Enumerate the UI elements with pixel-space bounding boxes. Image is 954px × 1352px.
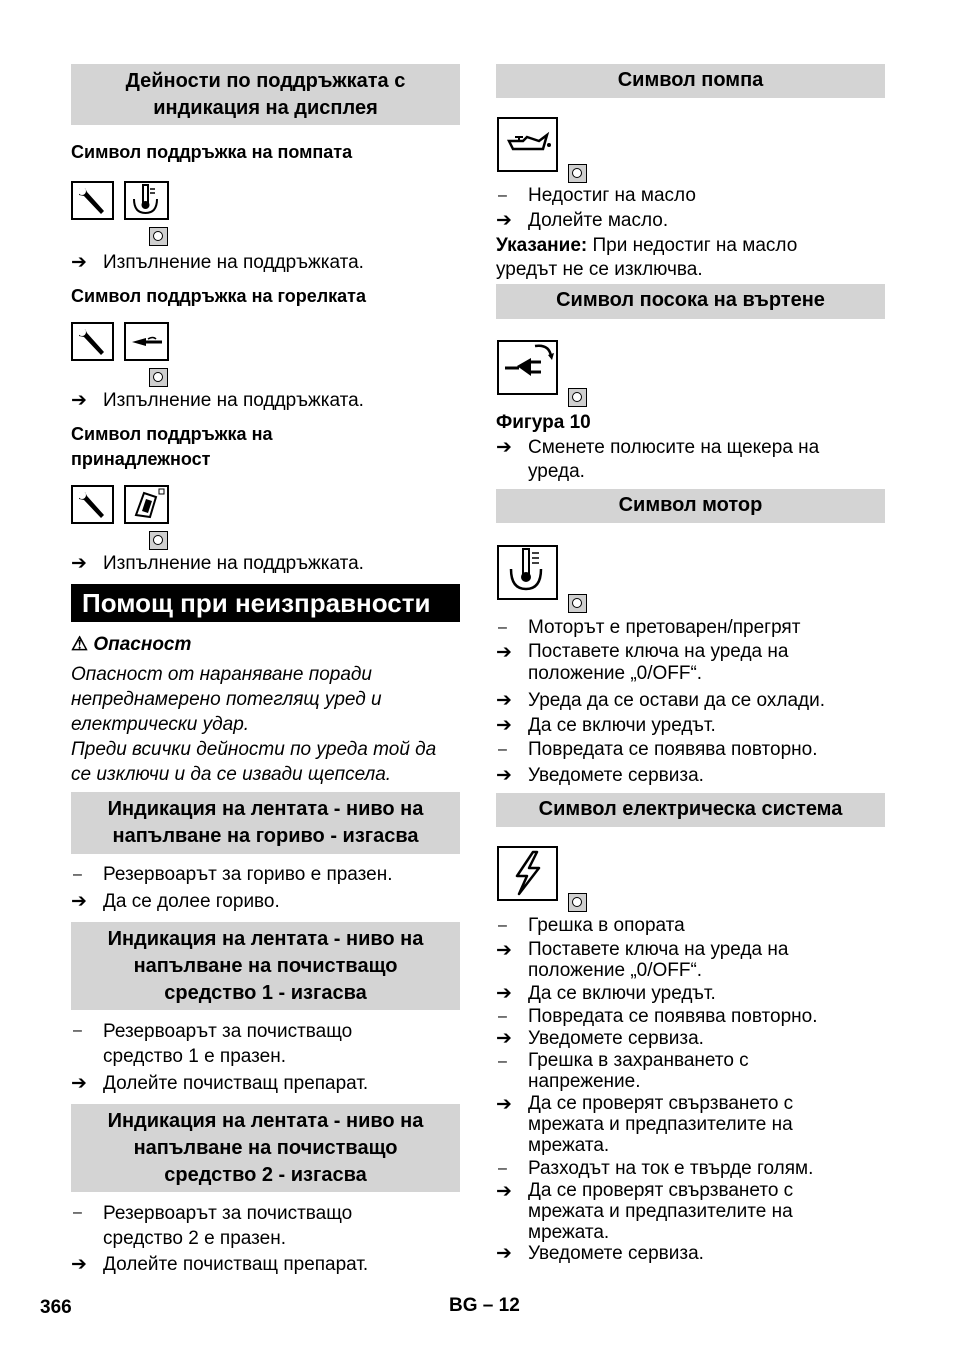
motor-temperature-icon xyxy=(497,545,558,600)
burner-maint-title: Символ поддръжка на горелката xyxy=(71,286,366,306)
dash-icon: – xyxy=(73,1204,82,1221)
accessory-icon xyxy=(124,485,169,524)
dash-icon: – xyxy=(498,917,507,934)
arrow-icon: ➔ xyxy=(71,252,87,273)
pump-temperature-icon xyxy=(124,181,169,220)
warning-icon: ⚠ xyxy=(71,634,89,655)
oil-can-icon xyxy=(497,117,558,172)
display-indicator-icon xyxy=(568,164,587,183)
dash-icon: – xyxy=(73,866,82,883)
dash-icon: – xyxy=(73,1022,82,1039)
dash-icon: – xyxy=(498,619,507,636)
arrow-icon: ➔ xyxy=(496,1028,512,1049)
note-text: Указание: При недостиг на масло уредът не се изключва. xyxy=(496,235,798,280)
wrench-icon xyxy=(71,322,114,361)
arrow-icon: ➔ xyxy=(71,891,87,912)
dash-icon: – xyxy=(498,1008,507,1025)
section-header-rotation: Символ посока на въртене xyxy=(496,284,885,319)
arrow-icon: ➔ xyxy=(496,690,512,711)
arrow-icon: ➔ xyxy=(496,1243,512,1264)
display-indicator-icon xyxy=(149,227,168,246)
section-header-electrical: Символ електрическа система xyxy=(496,793,885,827)
section-header-cleaner-2: Индикация на лентата - ниво на напълване на почистващо средство 2 - изгасва xyxy=(71,1104,460,1192)
wrench-icon xyxy=(71,485,114,524)
display-indicator-icon xyxy=(568,594,587,613)
section-header-motor: Символ мотор xyxy=(496,489,885,523)
arrow-icon: ➔ xyxy=(496,983,512,1004)
language-page-label: BG – 12 xyxy=(449,1295,520,1316)
dash-icon: – xyxy=(498,1160,507,1177)
arrow-icon: ➔ xyxy=(496,1094,512,1115)
arrow-icon: ➔ xyxy=(496,437,512,458)
display-indicator-icon xyxy=(568,388,587,407)
arrow-icon: ➔ xyxy=(496,1181,512,1202)
section-header-maintenance-display: Дейности по поддръжката с индикация на дисплея xyxy=(71,64,460,125)
wrench-icon xyxy=(71,181,114,220)
troubleshooting-title: Помощ при неизправности xyxy=(71,584,460,622)
page-number: 366 xyxy=(40,1297,72,1318)
section-header-cleaner-1: Индикация на лентата - ниво на напълване на почистващо средство 1 - изгасва xyxy=(71,922,460,1010)
arrow-icon: ➔ xyxy=(496,210,512,231)
display-indicator-icon xyxy=(149,368,168,387)
arrow-icon: ➔ xyxy=(496,765,512,786)
arrow-icon: ➔ xyxy=(496,940,512,961)
dash-icon: – xyxy=(498,187,507,204)
arrow-icon: ➔ xyxy=(71,1073,87,1094)
arrow-icon: ➔ xyxy=(496,715,512,736)
arrow-icon: ➔ xyxy=(71,390,87,411)
arrow-icon: ➔ xyxy=(71,1254,87,1275)
arrow-icon: ➔ xyxy=(496,642,512,663)
section-header-fuel: Индикация на лентата - ниво на напълване на гориво - изгасва xyxy=(71,792,460,854)
lightning-icon xyxy=(497,846,558,901)
pump-maint-title: Символ поддръжка на помпата xyxy=(71,142,353,162)
dash-icon: – xyxy=(498,1053,507,1070)
section-header-pump: Символ помпа xyxy=(496,64,885,98)
display-indicator-icon xyxy=(568,893,587,912)
danger-label: ⚠ Опасност xyxy=(71,634,192,655)
accessory-maint-title: Символ поддръжка на принадлежност xyxy=(71,424,273,469)
burner-icon xyxy=(124,322,169,361)
dash-icon: – xyxy=(498,741,507,758)
figure-label: Фигура 10 xyxy=(496,412,591,433)
arrow-icon: ➔ xyxy=(71,553,87,574)
rotation-plug-icon xyxy=(497,340,558,395)
danger-text: Опасност от нараняване поради непреднамерено потеглящ уред и електрически удар. Преди всички дейности по уреда той да се изключи и да се извади щепсела. xyxy=(71,664,437,785)
display-indicator-icon xyxy=(149,531,168,550)
